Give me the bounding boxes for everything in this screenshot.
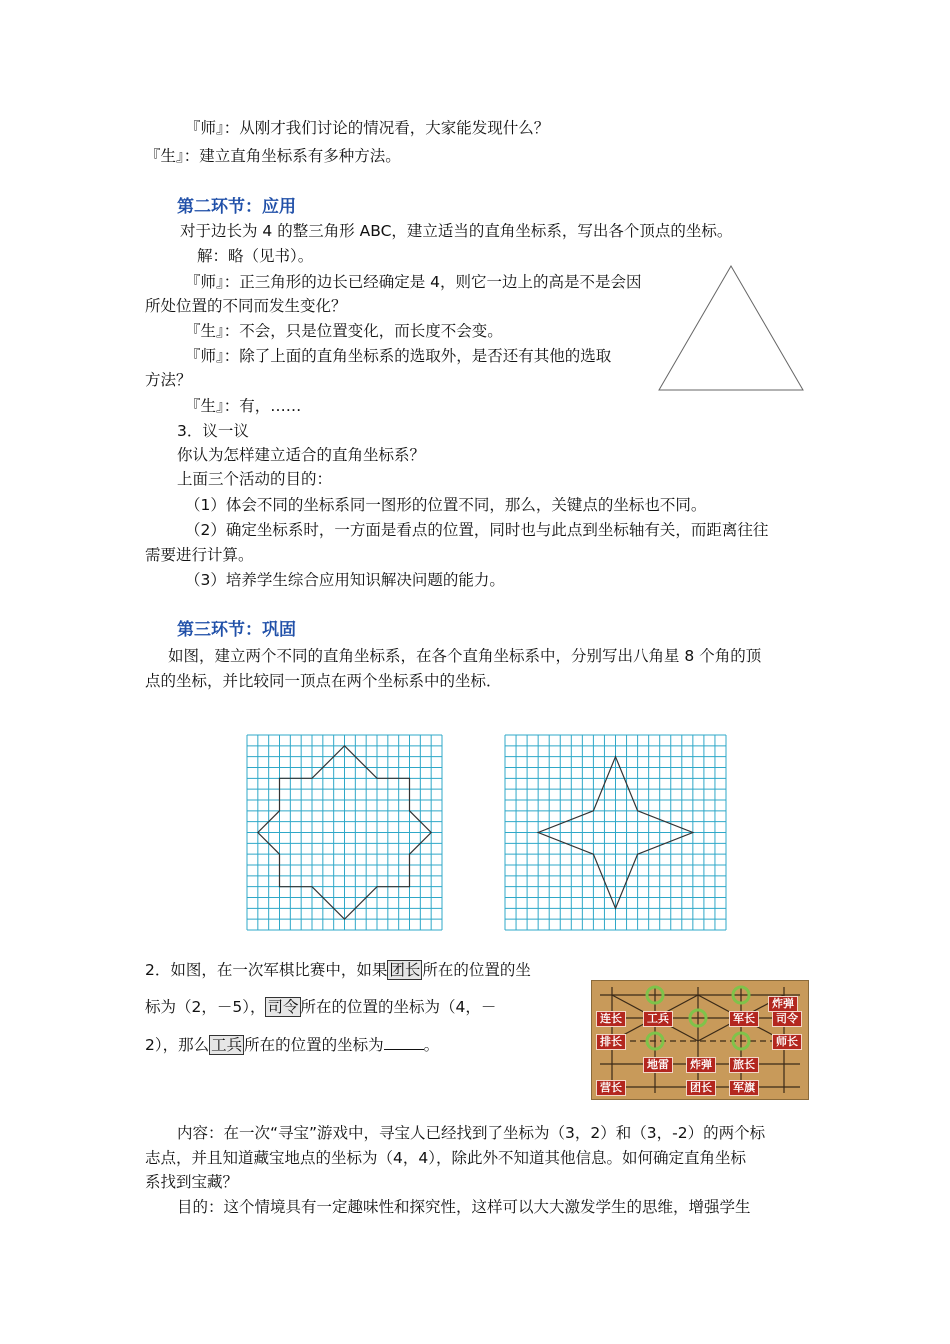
student-line-3: 『生』：有，…… <box>185 397 302 415</box>
teacher-line-2a: 『师』：正三角形的边长已经确定是 4，则它一边上的高是不是会因 <box>185 273 642 291</box>
q2-line-1 <box>145 960 531 980</box>
purpose-line: 目的：这个情境具有一定趣味性和探究性，这样可以大大激发学生的思维，增强学生 <box>177 1198 751 1216</box>
piece-general: 军长 <box>729 1011 759 1027</box>
teacher-line-3a: 『师』：除了上面的直角坐标系的选取外，是否还有其他的选取 <box>185 347 612 365</box>
goals-title: 上面三个活动的目的： <box>177 470 333 488</box>
q2-text-e: 2），那么 <box>145 1036 210 1054</box>
teacher-line-1: 『师』：从刚才我们讨论的情况看，大家能发现什么？ <box>185 119 550 137</box>
piece-platoon: 排长 <box>596 1034 626 1050</box>
piece-flag: 军旗 <box>729 1080 759 1096</box>
content-line-2: 志点，并且知道藏宝地点的坐标为（4，4），除此外不知道其他信息。如何确定直角坐标 <box>145 1149 746 1167</box>
q2-text-g: 。 <box>423 1036 440 1054</box>
teacher-line-3b: 方法？ <box>145 371 192 389</box>
equilateral-triangle-figure <box>655 262 807 397</box>
q2-line-3 <box>145 1035 439 1055</box>
piece-engineer: 工兵 <box>643 1011 673 1027</box>
teacher-line-2b: 所处位置的不同而发生变化？ <box>145 297 347 315</box>
piece-regiment: 团长 <box>686 1080 716 1096</box>
q2-text-a: 2．如图，在一次军棋比赛中，如果 <box>145 961 388 979</box>
goal-3: （3）培养学生综合应用知识解决问题的能力。 <box>185 571 505 589</box>
piece-bomb-2: 炸弹 <box>686 1057 716 1073</box>
q1-line-2: 点的坐标，并比较同一顶点在两个坐标系中的坐标． <box>145 672 502 690</box>
section2-solution: 解：略（见书）。 <box>197 247 314 265</box>
piece-label-regiment: 团长 <box>389 961 421 979</box>
section3-heading: 第三环节：巩固 <box>177 620 296 640</box>
piece-landmine: 地雷 <box>643 1057 673 1073</box>
q2-text-c: 标为（2，－5）， <box>145 998 266 1016</box>
grid-eight-point-star <box>247 735 442 930</box>
q1-line-1: 如图，建立两个不同的直角坐标系，在各个直角坐标系中，分别写出八角星 8 个角的顶 <box>168 647 762 665</box>
piece-brigade: 旅长 <box>729 1057 759 1073</box>
piece-label-commander: 司令 <box>267 998 299 1016</box>
q2-line-2 <box>145 997 496 1017</box>
goal-1: （1）体会不同的坐标系同一图形的位置不同，那么，关键点的坐标也不同。 <box>185 496 707 514</box>
content-line-1: 内容：在一次“寻宝”游戏中，寻宝人已经找到了坐标为（3，2）和（3，-2）的两个标 <box>177 1124 766 1142</box>
discuss-title: 3．议一议 <box>177 422 249 440</box>
piece-commander: 司令 <box>772 1011 802 1027</box>
answer-blank <box>384 1035 424 1050</box>
q2-text-d: 所在的位置的坐标为（4，－ <box>300 998 497 1016</box>
piece-battalion: 营长 <box>596 1080 626 1096</box>
content-line-3: 系找到宝藏？ <box>145 1173 239 1191</box>
piece-division: 师长 <box>772 1034 802 1050</box>
section2-problem: 对于边长为 4 的整三角形 ABC，建立适当的直角坐标系，写出各个顶点的坐标。 <box>180 222 733 240</box>
section2-heading: 第二环节：应用 <box>177 197 296 217</box>
student-line-1: 『生』：建立直角坐标系有多种方法。 <box>145 147 401 165</box>
discuss-question: 你认为怎样建立适合的直角坐标系？ <box>177 446 426 464</box>
military-chess-board <box>591 980 809 1100</box>
q2-text-b: 所在的位置的坐 <box>422 961 531 979</box>
q2-text-f: 所在的位置的坐标为 <box>244 1036 384 1054</box>
piece-label-engineer: 工兵 <box>211 1036 243 1054</box>
student-line-2: 『生』：不会，只是位置变化，而长度不会变。 <box>185 322 503 340</box>
piece-bomb-1: 炸弹 <box>768 996 798 1012</box>
piece-company: 连长 <box>596 1011 626 1027</box>
goal-2a: （2）确定坐标系时，一方面是看点的位置，同时也与此点到坐标轴有关，而距离往往 <box>185 521 769 539</box>
grid-four-point-star <box>505 735 726 930</box>
goal-2b: 需要进行计算。 <box>145 546 254 564</box>
